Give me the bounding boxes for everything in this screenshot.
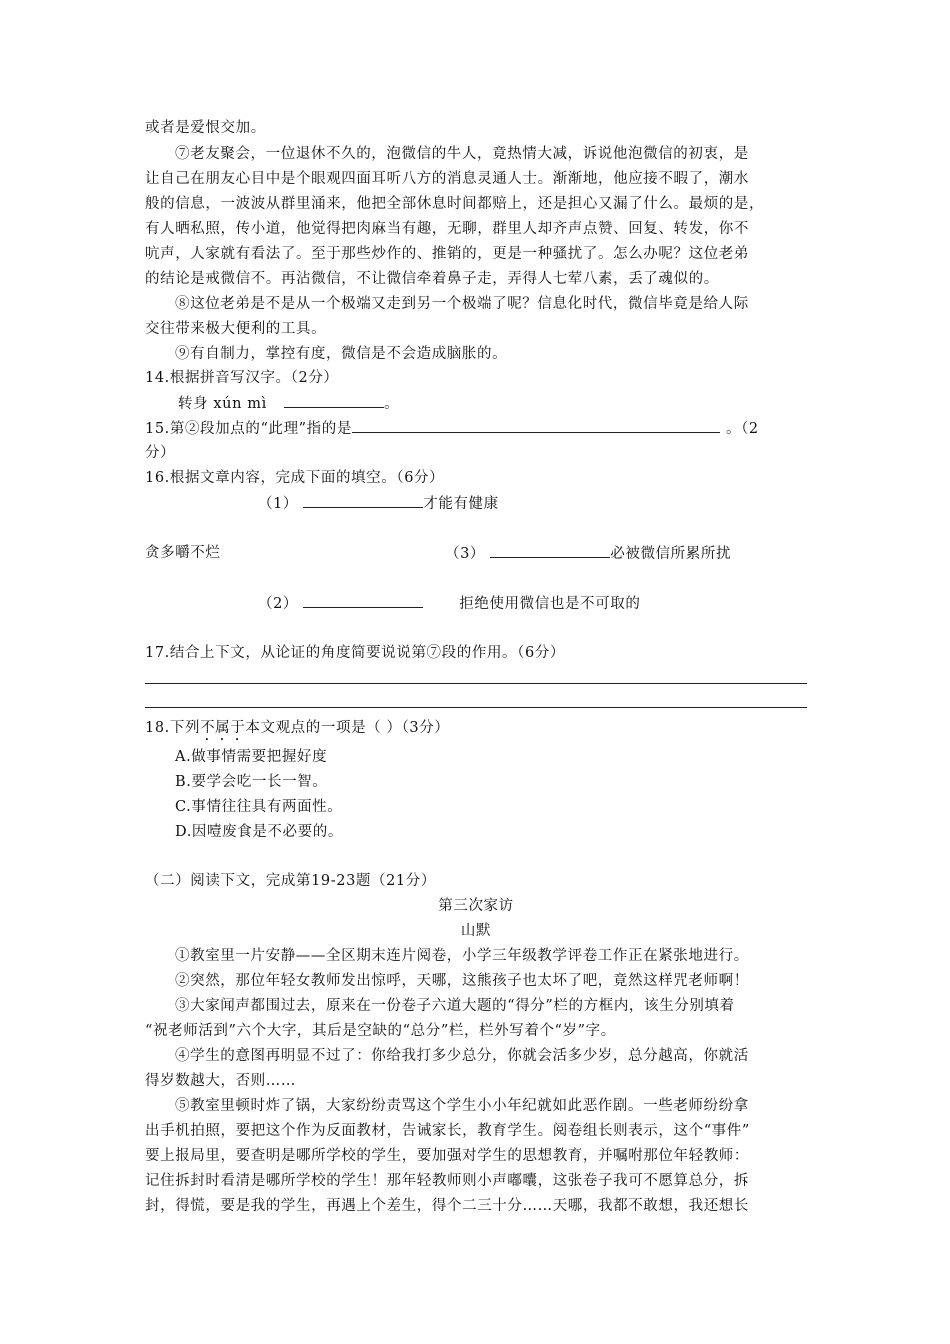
para-7-line: 的结论是戒微信不。再沾微信，不让微信牵着鼻子走，弄得人七荤八素，丢了魂似的。: [145, 271, 719, 287]
para-8-line: ⑧这位老弟是不是从一个极端又走到另一个极端了呢？信息化时代，微信毕竟是给人际: [175, 296, 749, 312]
q16-item-3-blank[interactable]: [490, 543, 610, 558]
para-7-line: ⑦老友聚会，一位退休不久的，泡微信的牛人，竟热情大减，诉说他泡微信的初衷，是: [175, 146, 749, 162]
article-para-5-line: 要上报局里，要查明是哪所学校的学生，要加强对学生的思想教育，并嘱咐那位年轻教师：: [145, 1148, 749, 1164]
q16-item-2: [258, 593, 640, 614]
q18-option-b[interactable]: B.要学会吃一长一智。: [175, 774, 328, 790]
q15-tail-2: 分）: [145, 445, 176, 461]
article-para-4-line: ④学生的意图再明显不过了：你给我打多少总分，你就会活多少岁，总分越高，你就活: [175, 1048, 749, 1064]
q14-pinyin: 转身 xún mì: [178, 396, 267, 412]
para-7-line: 吭声，人家就有看法了。至于那些炒作的、推销的，更是一种骚扰了。怎么办呢？这位老弟: [145, 246, 749, 262]
q16-item-1-text: 才能有健康: [423, 496, 499, 512]
q16-item-2-blank[interactable]: [303, 593, 423, 608]
q16-item-2-num: （2）: [258, 596, 299, 612]
q18-stem-a: 18.下列: [145, 720, 201, 736]
article-author: 山默: [460, 923, 492, 939]
q15-stem: 15.第②段加点的“此理”指的是: [145, 421, 352, 437]
q18-option-d[interactable]: D.因噎废食是不必要的。: [175, 824, 343, 840]
q16-item-3-text: 必被微信所累所扰: [610, 546, 732, 562]
q16-item-2-text: 拒绝使用微信也是不可取的: [459, 596, 641, 612]
para-9: ⑨有自制力，掌控有度，微信是不会造成脑胀的。: [175, 346, 508, 362]
article-title: 第三次家访: [438, 898, 514, 914]
q17-answer-line[interactable]: [145, 683, 807, 684]
q15-line: [145, 418, 759, 439]
para-7-line: 般的信息，一波波从群里涌来，他把全部休息时间都赔上，还是担心又漏了什么。最烦的是，: [145, 196, 765, 212]
q16-item-3: [445, 543, 731, 564]
q15-tail: 。（2: [725, 421, 759, 437]
q14-line: [178, 393, 399, 414]
para-7-line: 有人晒私照，传小道，他觉得把肉麻当有趣，无聊，群里人却齐声点赞、回复、转发，你不: [145, 221, 749, 237]
q18-emphasis: 不属于: [200, 720, 246, 736]
q17-stem: 17.结合上下文，从论证的角度简要说说第⑦段的作用。（6分）: [145, 645, 566, 661]
section-2-heading: （二）阅读下文，完成第19-23题（21分）: [145, 873, 436, 889]
q14-tail: 。: [384, 396, 400, 412]
q15-answer-blank[interactable]: [352, 418, 720, 433]
q18-option-a[interactable]: A.做事情需要把握好度: [175, 749, 328, 765]
article-para-3-line: “祝老师活到”六个大字，其后是空缺的“总分”栏，栏外写着个“岁”字。: [145, 1023, 616, 1039]
article-para-2: ②突然，那位年轻女教师发出惊呼，天哪，这熊孩子也太坏了吧，竟然这样咒老师啊！: [175, 973, 749, 989]
q16-item-3-num: （3）: [445, 546, 486, 562]
q14-answer-blank[interactable]: [284, 393, 384, 408]
article-para-3-line: ③大家闻声都围过去，原来在一份卷子六道大题的“得分”栏的方框内，该生分别填着: [175, 998, 735, 1014]
article-para-5-line: 记住拆封时看清是哪所学校的学生！那年轻教师则小声嘟囔，这张卷子我可不愿算总分，拆: [145, 1173, 749, 1189]
q16-stem: 16.根据文章内容，完成下面的填空。（6分）: [145, 470, 445, 486]
q18-stem: [145, 718, 449, 744]
article-para-4-line: 得岁数越大，否则……: [145, 1073, 296, 1089]
q16-item-1-blank[interactable]: [303, 493, 423, 508]
q18-stem-b: 本文观点的一项是（ ）（3分）: [245, 720, 450, 736]
para-8-line: 交往带来极大便利的工具。: [145, 321, 327, 337]
article-para-5-line: 出手机拍照，要把这个作为反面教材，告诫家长，教育学生。阅卷组长则表示，这个“事件”: [145, 1123, 750, 1139]
q16-left-text: 贪多嚼不烂: [145, 545, 221, 561]
article-para-1: ①教室里一片安静——全区期末连片阅卷，小学三年级教学评卷工作正在紧张地进行。: [175, 948, 749, 964]
article-para-5-line: 封，得慌，要是我的学生，再遇上个差生，得个二三十分……天哪，我都不敢想，我还想长: [145, 1198, 749, 1214]
q18-option-c[interactable]: C.事情往往具有两面性。: [175, 799, 343, 815]
article-para-5-line: ⑤教室里顿时炸了锅，大家纷纷责骂这个学生小小年纪就如此恶作剧。一些老师纷纷拿: [175, 1098, 749, 1114]
para-6-end: 或者是爱恨交加。: [145, 120, 266, 136]
q16-item-1: [258, 493, 499, 514]
para-7-line: 让自己在朋友心目中是个眼观四面耳听八方的消息灵通人士。渐渐地，他应接不暇了，潮水: [145, 171, 749, 187]
q14-stem: 14.根据拼音写汉字。（2分）: [145, 370, 339, 386]
q17-answer-line[interactable]: [145, 707, 807, 708]
q16-item-1-num: （1）: [258, 496, 299, 512]
